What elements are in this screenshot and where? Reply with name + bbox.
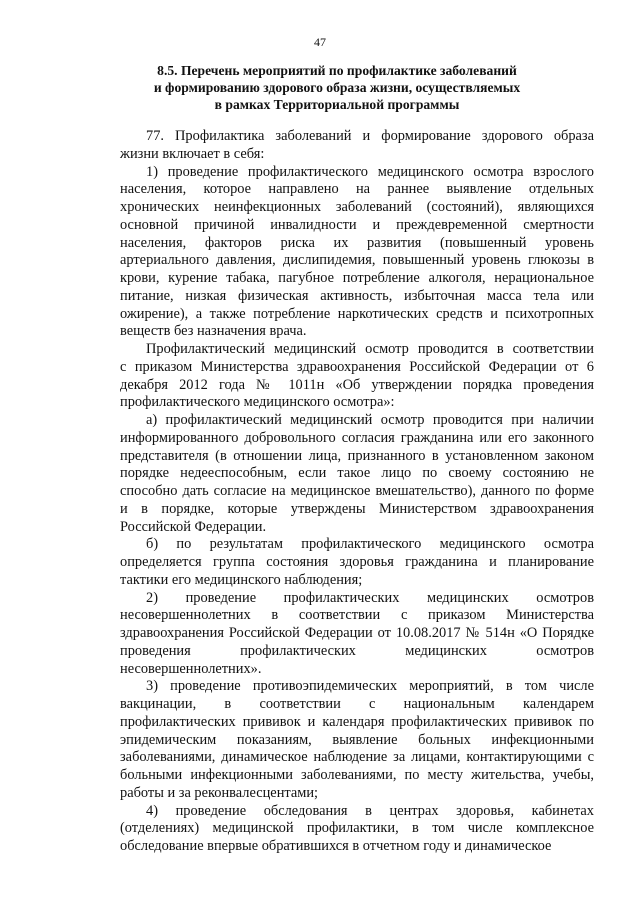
text-line: и в порядке, которые утверждены Министерством здравоохранения [120, 500, 594, 517]
text-line: 77. Профилактика заболеваний и формирование здорового образа [146, 128, 594, 144]
text-line: (отделениях) медицинской профилактики, в том числе комплексное [120, 820, 594, 837]
paragraph [120, 536, 594, 589]
paragraph [120, 590, 594, 679]
text-line: хронических неинфекционных заболеваний (состояний), являющихся [120, 199, 594, 215]
text-line: порядке недееспособным, если такое лицо по своему состоянию не [120, 465, 594, 482]
section-heading [100, 62, 574, 113]
text-line: населения, факторов риска их развития (повышенный уровень [120, 234, 594, 251]
text-line: способно дать согласие на медицинское вмешательство), данного по форме [120, 483, 594, 499]
text-line: б) по результатам профилактического медицинского осмотра [146, 536, 594, 553]
text-line: ожирение), а также потребление наркотических средств и психотропных [120, 305, 594, 322]
text-line: Российской Федерации. [120, 518, 267, 535]
text-line: населения, которое направлено на раннее выявление отдельных [120, 181, 594, 198]
heading-line: в рамках Территориальной программы [214, 97, 460, 112]
text-line: Профилактический медицинский осмотр проводится в соответствии [146, 341, 594, 357]
text-line: артериального давления, дислипидемия, повышенный уровень глюкозы в [120, 252, 594, 269]
text-line: жизни включает в себя: [120, 145, 265, 162]
page-number: 47 [314, 35, 326, 49]
text-line: 1) проведение профилактического медицинского осмотра взрослого [146, 163, 594, 180]
text-line: проведения профилактических медицинских осмотров [120, 642, 594, 659]
text-line: 3) проведение противоэпидемических мероприятий, в том числе [146, 678, 594, 695]
text-line: больными инфекционными заболеваниями, по месту жительства, учебы, [120, 767, 594, 783]
document-body [120, 128, 594, 856]
text-line: несовершеннолетних в соответствии с приказом Министерства [120, 607, 594, 624]
paragraph [120, 412, 594, 536]
text-line: несовершеннолетних». [120, 660, 262, 677]
text-line: обследование впервые обратившихся в отчетном году и динамическое [120, 838, 552, 854]
text-line: эпидемическим показаниям, выявление больных инфекционными [120, 731, 594, 748]
text-line: 4) проведение обследования в центрах здоровья, кабинетах [146, 802, 594, 819]
text-line: веществ без назначения врача. [120, 323, 307, 340]
text-line: представителя (в отношении лица, признанного в установленном законом [120, 447, 594, 464]
text-line: декабря 2012 года № 1011н «Об утверждении порядка проведения [120, 376, 594, 393]
paragraph [120, 128, 594, 164]
text-line: а) профилактический медицинский осмотр проводится при наличии [146, 412, 594, 428]
text-line: крови, курение табака, пагубное потребление алкоголя, нерациональное [120, 270, 594, 286]
text-line: работы и за реконвалесцентами; [120, 784, 319, 801]
text-line: вакцинации, в соответствии с национальным календарем [120, 696, 594, 712]
heading-line: и формированию здорового образа жизни, осуществляемых [153, 80, 521, 95]
text-line: информированного добровольного согласия гражданина или его законного [120, 429, 594, 446]
text-line: питание, низкая физическая активность, избыточная масса тела или [120, 287, 594, 304]
text-line: с приказом Министерства здравоохранения Российской Федерации от 6 [120, 358, 594, 375]
text-line: заболеваниями, динамическое наблюдение за лицами, контактирующими с [120, 749, 594, 766]
heading-line: 8.5. Перечень мероприятий по профилактике заболеваний [157, 63, 517, 78]
paragraph [120, 164, 594, 342]
text-line: определяется группа состояния здоровья гражданина и планирование [120, 554, 594, 570]
paragraph [120, 341, 594, 412]
paragraph [120, 678, 594, 802]
text-line: 2) проведение профилактических медицинских осмотров [146, 589, 594, 606]
text-line: здравоохранения Российской Федерации от 10.08.2017 № 514н «О Порядке [120, 625, 594, 641]
paragraph [120, 803, 594, 856]
text-line: основной причиной инвалидности и преждевременной смертности [120, 216, 594, 233]
text-line: тактики его медицинского наблюдения; [120, 571, 363, 588]
text-line: профилактических прививок и календаря профилактических прививок по [120, 713, 594, 730]
text-line: профилактического медицинского осмотра»: [120, 394, 395, 411]
